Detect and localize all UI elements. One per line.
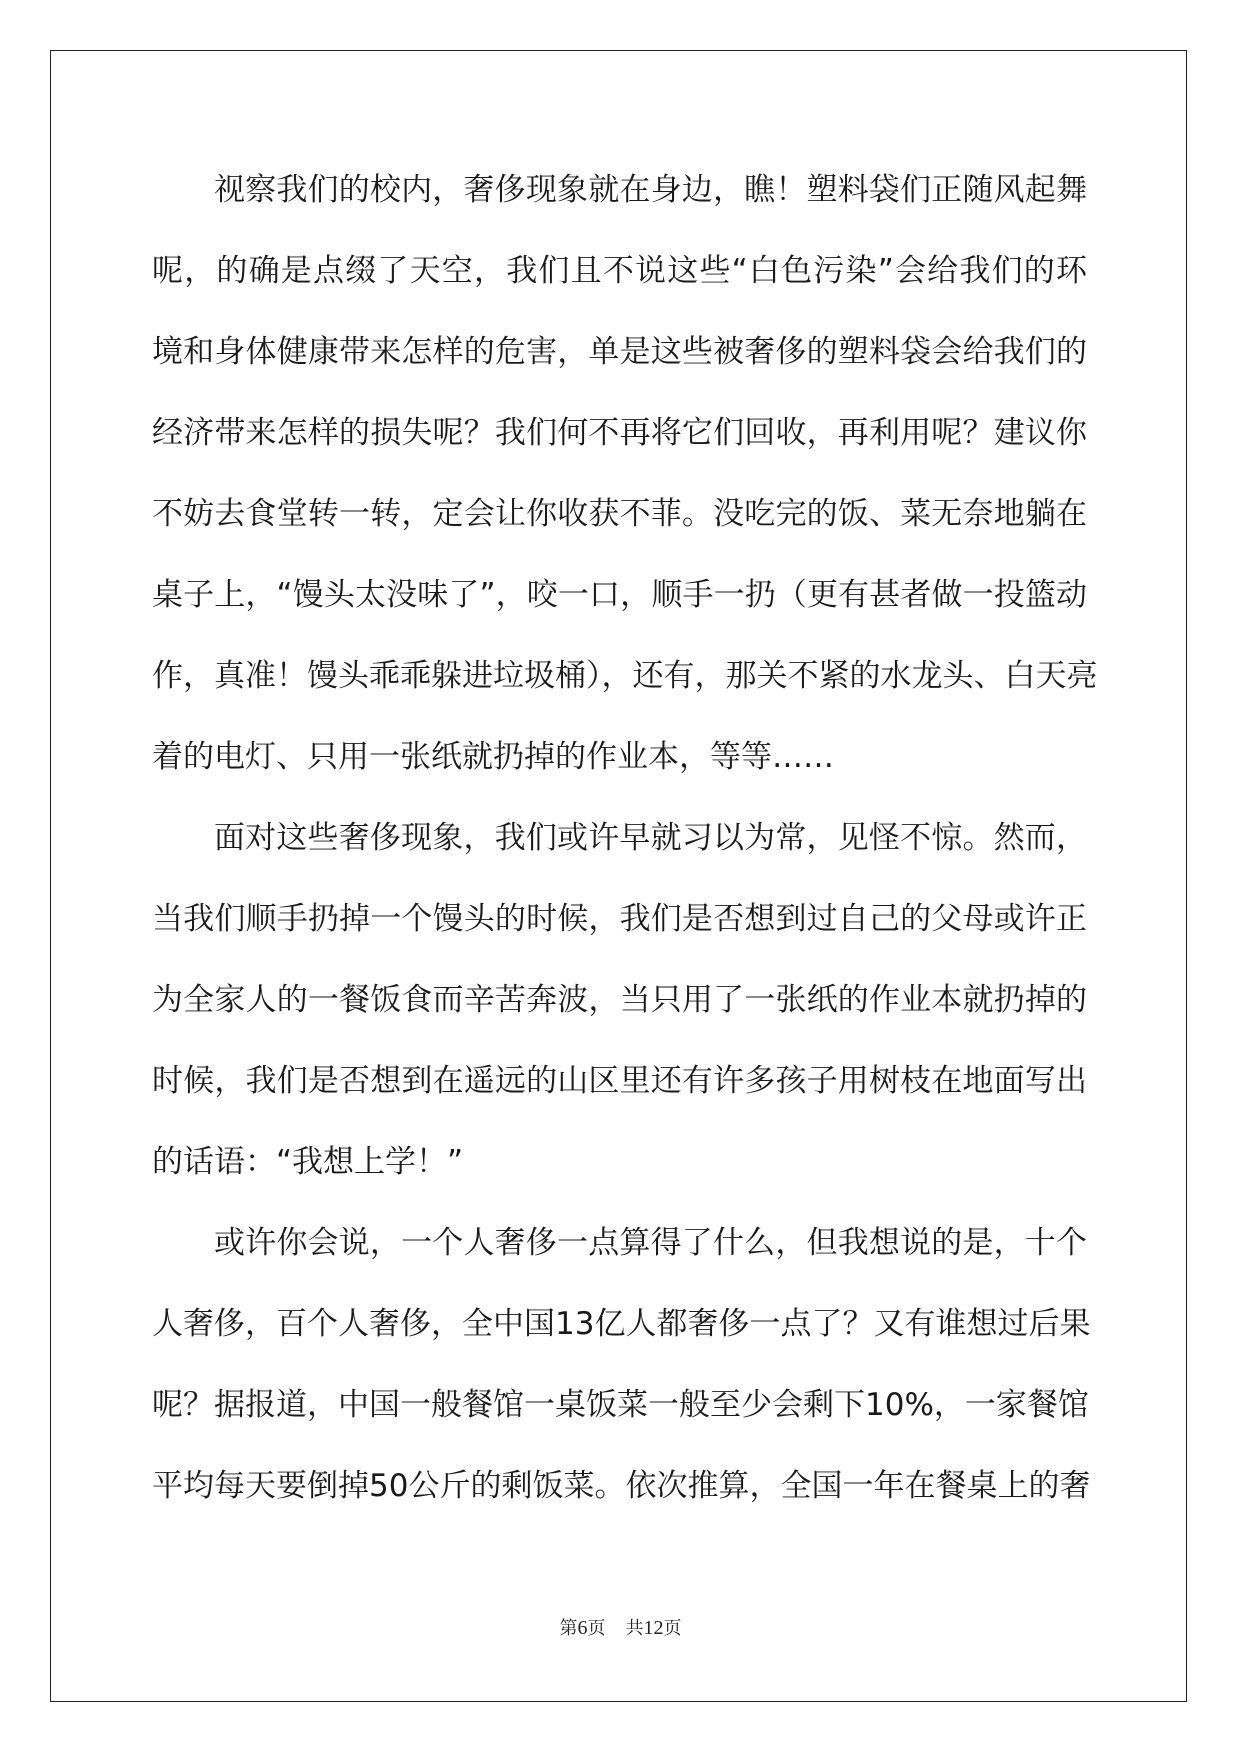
paragraph-1-line-4: 经济带来怎样的损失呢？我们何不再将它们回收，再利用呢？建议你 <box>152 415 1087 451</box>
paragraph-2-line-1: 面对这些奢侈现象，我们或许早就习以为常，见怪不惊。然而， <box>214 820 1087 856</box>
paragraph-2-line-2: 当我们顺手扔掉一个馒头的时候，我们是否想到过自己的父母或许正 <box>152 901 1087 937</box>
paragraph-1-line-1: 视察我们的校内，奢侈现象就在身边，瞧！塑料袋们正随风起舞 <box>214 172 1087 208</box>
document-body <box>152 150 1098 1527</box>
paragraph-2-line-5: 的话语：“我想上学！” <box>152 1144 464 1180</box>
paragraph-1-line-8: 着的电灯、只用一张纸就扔掉的作业本，等等…… <box>152 739 834 775</box>
paragraph-3-line-3: 呢？据报道，中国一般餐馆一桌饭菜一般至少会剩下10%，一家餐馆 <box>152 1387 1089 1423</box>
footer-prefix: 第 <box>559 1618 578 1639</box>
paragraph-2-line-3: 为全家人的一餐饭食而辛苦奔波，当只用了一张纸的作业本就扔掉的 <box>152 982 1087 1018</box>
current-page-number: 6 <box>577 1617 588 1639</box>
total-page-count: 12 <box>643 1617 664 1639</box>
paragraph-1-line-3: 境和身体健康带来怎样的危害，单是这些被奢侈的塑料袋会给我们的 <box>152 334 1087 370</box>
footer-total-suffix: 页 <box>663 1618 682 1639</box>
paragraph-3-line-2: 人奢侈，百个人奢侈，全中国13亿人都奢侈一点了？又有谁想过后果 <box>152 1306 1091 1342</box>
paragraph-1-line-7: 作，真准！馒头乖乖躲进垃圾桶），还有，那关不紧的水龙头、白天亮 <box>152 658 1098 694</box>
paragraph-1-line-5: 不妨去食堂转一转，定会让你收获不菲。没吃完的饭、菜无奈地躺在 <box>152 496 1087 532</box>
page-footer <box>0 1614 1241 1640</box>
paragraph-1-line-6: 桌子上，“馒头太没味了”，咬一口，顺手一扔（更有甚者做一投篮动 <box>152 577 1087 613</box>
paragraph-3-line-4: 平均每天要倒掉50公斤的剩饭菜。依次推算，全国一年在餐桌上的奢 <box>152 1468 1091 1504</box>
paragraph-2-line-4: 时候，我们是否想到在遥远的山区里还有许多孩子用树枝在地面写出 <box>152 1063 1087 1099</box>
paragraph-3-line-1: 或许你会说，一个人奢侈一点算得了什么，但我想说的是，十个 <box>214 1225 1087 1261</box>
footer-page-suffix: 页 <box>587 1618 606 1639</box>
footer-total-prefix: 共 <box>625 1618 644 1639</box>
paragraph-1-line-2: 呢，的确是点缀了天空，我们且不说这些“白色污染”会给我们的环 <box>152 253 1087 289</box>
